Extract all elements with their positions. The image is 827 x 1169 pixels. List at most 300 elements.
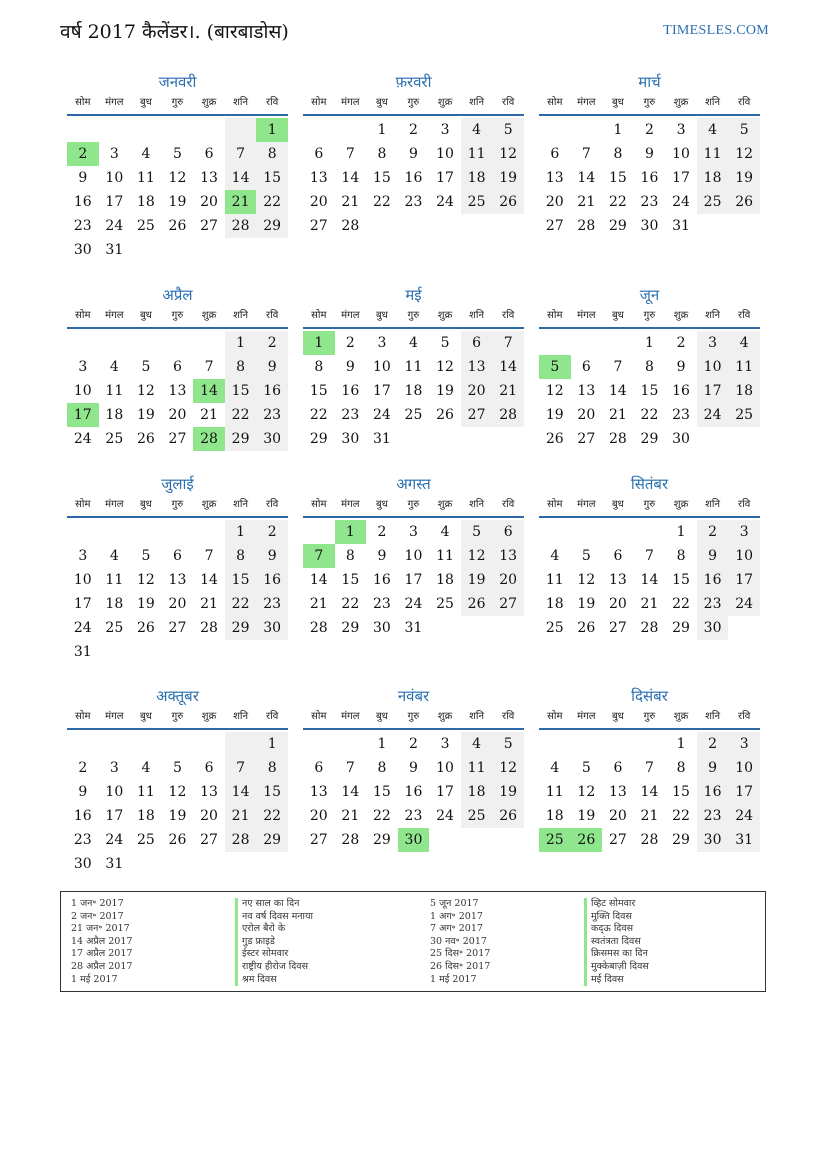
day-cell[interactable]: 7: [492, 331, 524, 355]
day-cell[interactable]: 6: [204, 760, 214, 776]
day-cell[interactable]: 8: [645, 359, 654, 375]
day-cell[interactable]: 29: [225, 427, 257, 451]
day-cell[interactable]: 30: [672, 431, 690, 447]
day-cell[interactable]: 15: [225, 568, 257, 592]
day-cell[interactable]: 29: [341, 620, 360, 636]
site-link[interactable]: TIMESLES.COM: [663, 23, 769, 38]
holiday-cell[interactable]: 14: [193, 379, 225, 403]
day-cell[interactable]: 13: [461, 355, 493, 379]
day-cell[interactable]: 19: [577, 596, 596, 612]
day-cell[interactable]: 8: [613, 146, 623, 162]
day-cell[interactable]: 7: [581, 146, 591, 162]
day-cell[interactable]: 10: [404, 548, 423, 564]
day-cell[interactable]: 24: [404, 596, 423, 612]
day-cell[interactable]: 30: [256, 427, 288, 451]
day-cell[interactable]: 18: [461, 166, 493, 190]
day-cell[interactable]: 2: [78, 760, 88, 776]
day-cell[interactable]: 10: [73, 572, 92, 588]
day-cell[interactable]: 13: [545, 170, 564, 186]
day-cell[interactable]: 23: [672, 407, 690, 423]
day-cell[interactable]: 17: [697, 379, 729, 403]
day-cell[interactable]: 17: [436, 170, 454, 186]
day-cell[interactable]: 28: [640, 832, 659, 848]
day-cell[interactable]: 30: [640, 218, 659, 234]
day-cell[interactable]: 26: [492, 190, 524, 214]
day-cell[interactable]: 10: [105, 784, 124, 800]
day-cell[interactable]: 21: [492, 379, 524, 403]
day-cell[interactable]: 28: [577, 218, 596, 234]
day-cell[interactable]: 11: [404, 359, 423, 375]
day-cell[interactable]: 19: [545, 407, 564, 423]
day-cell[interactable]: 11: [461, 756, 493, 780]
day-cell[interactable]: 28: [341, 832, 360, 848]
day-cell[interactable]: 1: [613, 122, 623, 138]
day-cell[interactable]: 12: [436, 359, 454, 375]
day-cell[interactable]: 16: [372, 572, 391, 588]
day-cell[interactable]: 24: [73, 620, 92, 636]
day-cell[interactable]: 2: [256, 331, 288, 355]
day-cell[interactable]: 24: [697, 403, 729, 427]
day-cell[interactable]: 20: [545, 194, 564, 210]
day-cell[interactable]: 25: [461, 190, 493, 214]
day-cell[interactable]: 19: [136, 596, 155, 612]
day-cell[interactable]: 26: [136, 620, 155, 636]
day-cell[interactable]: 7: [225, 756, 257, 780]
day-cell[interactable]: 29: [640, 431, 659, 447]
day-cell[interactable]: 20: [577, 407, 596, 423]
day-cell[interactable]: 31: [105, 242, 124, 258]
day-cell[interactable]: 15: [256, 780, 288, 804]
day-cell[interactable]: 8: [314, 359, 324, 375]
day-cell[interactable]: 7: [645, 760, 654, 776]
day-cell[interactable]: 27: [608, 620, 627, 636]
day-cell[interactable]: 30: [341, 431, 360, 447]
holiday-cell[interactable]: 1: [335, 520, 367, 544]
day-cell[interactable]: 24: [73, 431, 92, 447]
day-cell[interactable]: 5: [492, 118, 524, 142]
holiday-cell[interactable]: 1: [256, 118, 288, 142]
day-cell[interactable]: 23: [73, 218, 92, 234]
day-cell[interactable]: 7: [613, 359, 623, 375]
day-cell[interactable]: 16: [256, 568, 288, 592]
day-cell[interactable]: 25: [728, 403, 760, 427]
day-cell[interactable]: 7: [204, 359, 214, 375]
day-cell[interactable]: 23: [640, 194, 659, 210]
day-cell[interactable]: 26: [436, 407, 454, 423]
day-cell[interactable]: 15: [372, 170, 391, 186]
day-cell[interactable]: 3: [377, 335, 387, 351]
day-cell[interactable]: 5: [728, 118, 760, 142]
day-cell[interactable]: 16: [697, 568, 729, 592]
day-cell[interactable]: 10: [728, 756, 760, 780]
day-cell[interactable]: 20: [309, 808, 328, 824]
day-cell[interactable]: 17: [105, 194, 124, 210]
day-cell[interactable]: 24: [372, 407, 391, 423]
day-cell[interactable]: 31: [728, 828, 760, 852]
day-cell[interactable]: 14: [492, 355, 524, 379]
day-cell[interactable]: 11: [461, 142, 493, 166]
holiday-cell[interactable]: 21: [225, 190, 257, 214]
day-cell[interactable]: 2: [697, 520, 729, 544]
day-cell[interactable]: 27: [309, 832, 328, 848]
day-cell[interactable]: 8: [676, 548, 686, 564]
day-cell[interactable]: 10: [728, 544, 760, 568]
day-cell[interactable]: 11: [697, 142, 729, 166]
holiday-cell[interactable]: 5: [539, 355, 571, 379]
day-cell[interactable]: 9: [78, 170, 88, 186]
day-cell[interactable]: 9: [78, 784, 88, 800]
day-cell[interactable]: 21: [200, 407, 218, 423]
day-cell[interactable]: 30: [697, 616, 729, 640]
day-cell[interactable]: 1: [225, 331, 257, 355]
day-cell[interactable]: 15: [256, 166, 288, 190]
day-cell[interactable]: 10: [436, 146, 454, 162]
day-cell[interactable]: 29: [672, 832, 690, 848]
day-cell[interactable]: 27: [608, 832, 627, 848]
day-cell[interactable]: 22: [640, 407, 659, 423]
day-cell[interactable]: 16: [640, 170, 659, 186]
day-cell[interactable]: 1: [377, 122, 387, 138]
day-cell[interactable]: 5: [440, 335, 450, 351]
day-cell[interactable]: 22: [341, 596, 360, 612]
day-cell[interactable]: 9: [409, 146, 418, 162]
day-cell[interactable]: 4: [550, 760, 560, 776]
day-cell[interactable]: 31: [372, 431, 391, 447]
day-cell[interactable]: 6: [550, 146, 560, 162]
day-cell[interactable]: 3: [440, 122, 450, 138]
day-cell[interactable]: 13: [168, 572, 187, 588]
day-cell[interactable]: 8: [377, 760, 387, 776]
day-cell[interactable]: 3: [697, 331, 729, 355]
day-cell[interactable]: 10: [436, 760, 454, 776]
day-cell[interactable]: 7: [645, 548, 654, 564]
day-cell[interactable]: 29: [309, 431, 328, 447]
day-cell[interactable]: 2: [409, 736, 418, 752]
day-cell[interactable]: 25: [136, 832, 155, 848]
day-cell[interactable]: 5: [141, 548, 151, 564]
day-cell[interactable]: 19: [577, 808, 596, 824]
day-cell[interactable]: 1: [225, 520, 257, 544]
day-cell[interactable]: 12: [168, 170, 187, 186]
day-cell[interactable]: 12: [545, 383, 564, 399]
day-cell[interactable]: 21: [640, 808, 659, 824]
day-cell[interactable]: 1: [256, 732, 288, 756]
day-cell[interactable]: 22: [672, 808, 690, 824]
day-cell[interactable]: 28: [200, 620, 218, 636]
day-cell[interactable]: 30: [372, 620, 391, 636]
day-cell[interactable]: 9: [697, 544, 729, 568]
day-cell[interactable]: 28: [492, 403, 524, 427]
day-cell[interactable]: 4: [141, 146, 151, 162]
day-cell[interactable]: 21: [341, 808, 360, 824]
day-cell[interactable]: 26: [136, 431, 155, 447]
day-cell[interactable]: 15: [225, 379, 257, 403]
day-cell[interactable]: 14: [640, 784, 659, 800]
day-cell[interactable]: 6: [581, 359, 591, 375]
day-cell[interactable]: 2: [377, 524, 387, 540]
day-cell[interactable]: 28: [608, 431, 627, 447]
day-cell[interactable]: 25: [404, 407, 423, 423]
day-cell[interactable]: 26: [168, 218, 187, 234]
day-cell[interactable]: 7: [345, 760, 355, 776]
day-cell[interactable]: 24: [436, 808, 454, 824]
day-cell[interactable]: 8: [225, 355, 257, 379]
day-cell[interactable]: 29: [672, 620, 690, 636]
day-cell[interactable]: 18: [461, 780, 493, 804]
day-cell[interactable]: 24: [105, 832, 124, 848]
day-cell[interactable]: 15: [372, 784, 391, 800]
day-cell[interactable]: 8: [676, 760, 686, 776]
day-cell[interactable]: 29: [225, 616, 257, 640]
day-cell[interactable]: 31: [404, 620, 423, 636]
day-cell[interactable]: 26: [492, 804, 524, 828]
day-cell[interactable]: 20: [309, 194, 328, 210]
day-cell[interactable]: 15: [309, 383, 328, 399]
day-cell[interactable]: 13: [200, 784, 218, 800]
day-cell[interactable]: 3: [109, 146, 119, 162]
day-cell[interactable]: 1: [377, 736, 387, 752]
day-cell[interactable]: 16: [697, 780, 729, 804]
day-cell[interactable]: 17: [404, 572, 423, 588]
day-cell[interactable]: 25: [461, 804, 493, 828]
day-cell[interactable]: 17: [672, 170, 690, 186]
day-cell[interactable]: 14: [341, 170, 360, 186]
day-cell[interactable]: 16: [672, 383, 690, 399]
day-cell[interactable]: 4: [461, 732, 493, 756]
day-cell[interactable]: 21: [640, 596, 659, 612]
day-cell[interactable]: 29: [256, 828, 288, 852]
day-cell[interactable]: 19: [461, 568, 493, 592]
day-cell[interactable]: 25: [105, 620, 124, 636]
day-cell[interactable]: 29: [608, 218, 627, 234]
day-cell[interactable]: 5: [581, 548, 591, 564]
day-cell[interactable]: 25: [105, 431, 124, 447]
day-cell[interactable]: 23: [256, 592, 288, 616]
day-cell[interactable]: 11: [436, 548, 454, 564]
day-cell[interactable]: 7: [345, 146, 355, 162]
day-cell[interactable]: 6: [613, 548, 623, 564]
day-cell[interactable]: 1: [645, 335, 654, 351]
day-cell[interactable]: 4: [550, 548, 560, 564]
day-cell[interactable]: 20: [608, 808, 627, 824]
day-cell[interactable]: 22: [256, 804, 288, 828]
day-cell[interactable]: 14: [640, 572, 659, 588]
day-cell[interactable]: 12: [136, 572, 155, 588]
day-cell[interactable]: 15: [341, 572, 360, 588]
day-cell[interactable]: 17: [728, 568, 760, 592]
day-cell[interactable]: 22: [672, 596, 690, 612]
day-cell[interactable]: 31: [672, 218, 690, 234]
holiday-cell[interactable]: 30: [398, 828, 430, 852]
day-cell[interactable]: 22: [256, 190, 288, 214]
day-cell[interactable]: 17: [105, 808, 124, 824]
day-cell[interactable]: 15: [672, 784, 690, 800]
day-cell[interactable]: 11: [728, 355, 760, 379]
day-cell[interactable]: 10: [105, 170, 124, 186]
day-cell[interactable]: 30: [256, 616, 288, 640]
day-cell[interactable]: 23: [256, 403, 288, 427]
holiday-cell[interactable]: 26: [571, 828, 603, 852]
day-cell[interactable]: 24: [672, 194, 690, 210]
day-cell[interactable]: 18: [728, 379, 760, 403]
day-cell[interactable]: 13: [608, 784, 627, 800]
day-cell[interactable]: 2: [256, 520, 288, 544]
day-cell[interactable]: 9: [345, 359, 355, 375]
day-cell[interactable]: 21: [309, 596, 328, 612]
day-cell[interactable]: 27: [577, 431, 596, 447]
holiday-cell[interactable]: 1: [303, 331, 335, 355]
day-cell[interactable]: 11: [136, 784, 155, 800]
day-cell[interactable]: 28: [640, 620, 659, 636]
day-cell[interactable]: 28: [341, 218, 360, 234]
day-cell[interactable]: 24: [105, 218, 124, 234]
day-cell[interactable]: 14: [608, 383, 627, 399]
day-cell[interactable]: 11: [105, 383, 124, 399]
day-cell[interactable]: 3: [440, 736, 450, 752]
day-cell[interactable]: 12: [168, 784, 187, 800]
day-cell[interactable]: 27: [200, 832, 218, 848]
day-cell[interactable]: 12: [492, 756, 524, 780]
day-cell[interactable]: 14: [309, 572, 328, 588]
day-cell[interactable]: 6: [461, 331, 493, 355]
day-cell[interactable]: 6: [492, 520, 524, 544]
holiday-cell[interactable]: 28: [193, 427, 225, 451]
day-cell[interactable]: 23: [404, 808, 423, 824]
day-cell[interactable]: 11: [545, 784, 564, 800]
holiday-cell[interactable]: 17: [67, 403, 99, 427]
day-cell[interactable]: 17: [436, 784, 454, 800]
day-cell[interactable]: 30: [73, 856, 92, 872]
day-cell[interactable]: 13: [492, 544, 524, 568]
day-cell[interactable]: 29: [372, 832, 391, 848]
day-cell[interactable]: 18: [105, 407, 124, 423]
day-cell[interactable]: 26: [545, 431, 564, 447]
day-cell[interactable]: 9: [645, 146, 654, 162]
day-cell[interactable]: 4: [440, 524, 450, 540]
day-cell[interactable]: 3: [676, 122, 686, 138]
holiday-cell[interactable]: 7: [303, 544, 335, 568]
day-cell[interactable]: 18: [436, 572, 454, 588]
day-cell[interactable]: 26: [577, 620, 596, 636]
day-cell[interactable]: 27: [461, 403, 493, 427]
day-cell[interactable]: 14: [341, 784, 360, 800]
day-cell[interactable]: 4: [409, 335, 418, 351]
day-cell[interactable]: 2: [409, 122, 418, 138]
day-cell[interactable]: 6: [173, 548, 182, 564]
day-cell[interactable]: 5: [173, 146, 182, 162]
holiday-cell[interactable]: 25: [539, 828, 571, 852]
day-cell[interactable]: 21: [225, 804, 257, 828]
day-cell[interactable]: 26: [728, 190, 760, 214]
day-cell[interactable]: 19: [168, 808, 187, 824]
day-cell[interactable]: 23: [404, 194, 423, 210]
day-cell[interactable]: 25: [436, 596, 454, 612]
day-cell[interactable]: 16: [404, 784, 423, 800]
day-cell[interactable]: 22: [372, 808, 391, 824]
day-cell[interactable]: 7: [204, 548, 214, 564]
day-cell[interactable]: 28: [309, 620, 328, 636]
day-cell[interactable]: 15: [672, 572, 690, 588]
day-cell[interactable]: 20: [200, 194, 218, 210]
day-cell[interactable]: 19: [136, 407, 155, 423]
day-cell[interactable]: 4: [697, 118, 729, 142]
day-cell[interactable]: 19: [728, 166, 760, 190]
day-cell[interactable]: 22: [309, 407, 328, 423]
holiday-cell[interactable]: 2: [67, 142, 99, 166]
day-cell[interactable]: 10: [73, 383, 92, 399]
day-cell[interactable]: 18: [136, 808, 155, 824]
day-cell[interactable]: 20: [168, 407, 187, 423]
day-cell[interactable]: 4: [141, 760, 151, 776]
day-cell[interactable]: 6: [204, 146, 214, 162]
day-cell[interactable]: 15: [608, 170, 627, 186]
day-cell[interactable]: 27: [492, 592, 524, 616]
day-cell[interactable]: 25: [545, 620, 564, 636]
day-cell[interactable]: 10: [372, 359, 391, 375]
day-cell[interactable]: 20: [461, 379, 493, 403]
day-cell[interactable]: 14: [577, 170, 596, 186]
day-cell[interactable]: 27: [168, 620, 187, 636]
day-cell[interactable]: 21: [577, 194, 596, 210]
day-cell[interactable]: 11: [136, 170, 155, 186]
day-cell[interactable]: 18: [545, 596, 564, 612]
day-cell[interactable]: 16: [404, 170, 423, 186]
day-cell[interactable]: 12: [136, 383, 155, 399]
day-cell[interactable]: 30: [73, 242, 92, 258]
day-cell[interactable]: 23: [372, 596, 391, 612]
day-cell[interactable]: 14: [225, 166, 257, 190]
day-cell[interactable]: 5: [581, 760, 591, 776]
day-cell[interactable]: 8: [256, 756, 288, 780]
day-cell[interactable]: 27: [168, 431, 187, 447]
day-cell[interactable]: 22: [372, 194, 391, 210]
day-cell[interactable]: 24: [728, 592, 760, 616]
day-cell[interactable]: 6: [173, 359, 182, 375]
day-cell[interactable]: 12: [577, 784, 596, 800]
day-cell[interactable]: 17: [372, 383, 391, 399]
day-cell[interactable]: 1: [676, 524, 686, 540]
day-cell[interactable]: 8: [377, 146, 387, 162]
day-cell[interactable]: 17: [73, 596, 92, 612]
day-cell[interactable]: 27: [200, 218, 218, 234]
day-cell[interactable]: 13: [577, 383, 596, 399]
day-cell[interactable]: 18: [136, 194, 155, 210]
day-cell[interactable]: 3: [728, 520, 760, 544]
day-cell[interactable]: 11: [545, 572, 564, 588]
day-cell[interactable]: 6: [314, 146, 324, 162]
day-cell[interactable]: 6: [613, 760, 623, 776]
day-cell[interactable]: 5: [461, 520, 493, 544]
day-cell[interactable]: 3: [78, 359, 88, 375]
day-cell[interactable]: 28: [225, 214, 257, 238]
day-cell[interactable]: 18: [404, 383, 423, 399]
day-cell[interactable]: 13: [200, 170, 218, 186]
day-cell[interactable]: 2: [645, 122, 654, 138]
day-cell[interactable]: 22: [225, 592, 257, 616]
day-cell[interactable]: 23: [697, 804, 729, 828]
day-cell[interactable]: 25: [697, 190, 729, 214]
day-cell[interactable]: 14: [225, 780, 257, 804]
day-cell[interactable]: 3: [409, 524, 418, 540]
day-cell[interactable]: 26: [461, 592, 493, 616]
day-cell[interactable]: 8: [225, 544, 257, 568]
day-cell[interactable]: 8: [256, 142, 288, 166]
day-cell[interactable]: 16: [73, 194, 92, 210]
day-cell[interactable]: 27: [545, 218, 564, 234]
day-cell[interactable]: 20: [608, 596, 627, 612]
day-cell[interactable]: 17: [728, 780, 760, 804]
day-cell[interactable]: 19: [492, 166, 524, 190]
